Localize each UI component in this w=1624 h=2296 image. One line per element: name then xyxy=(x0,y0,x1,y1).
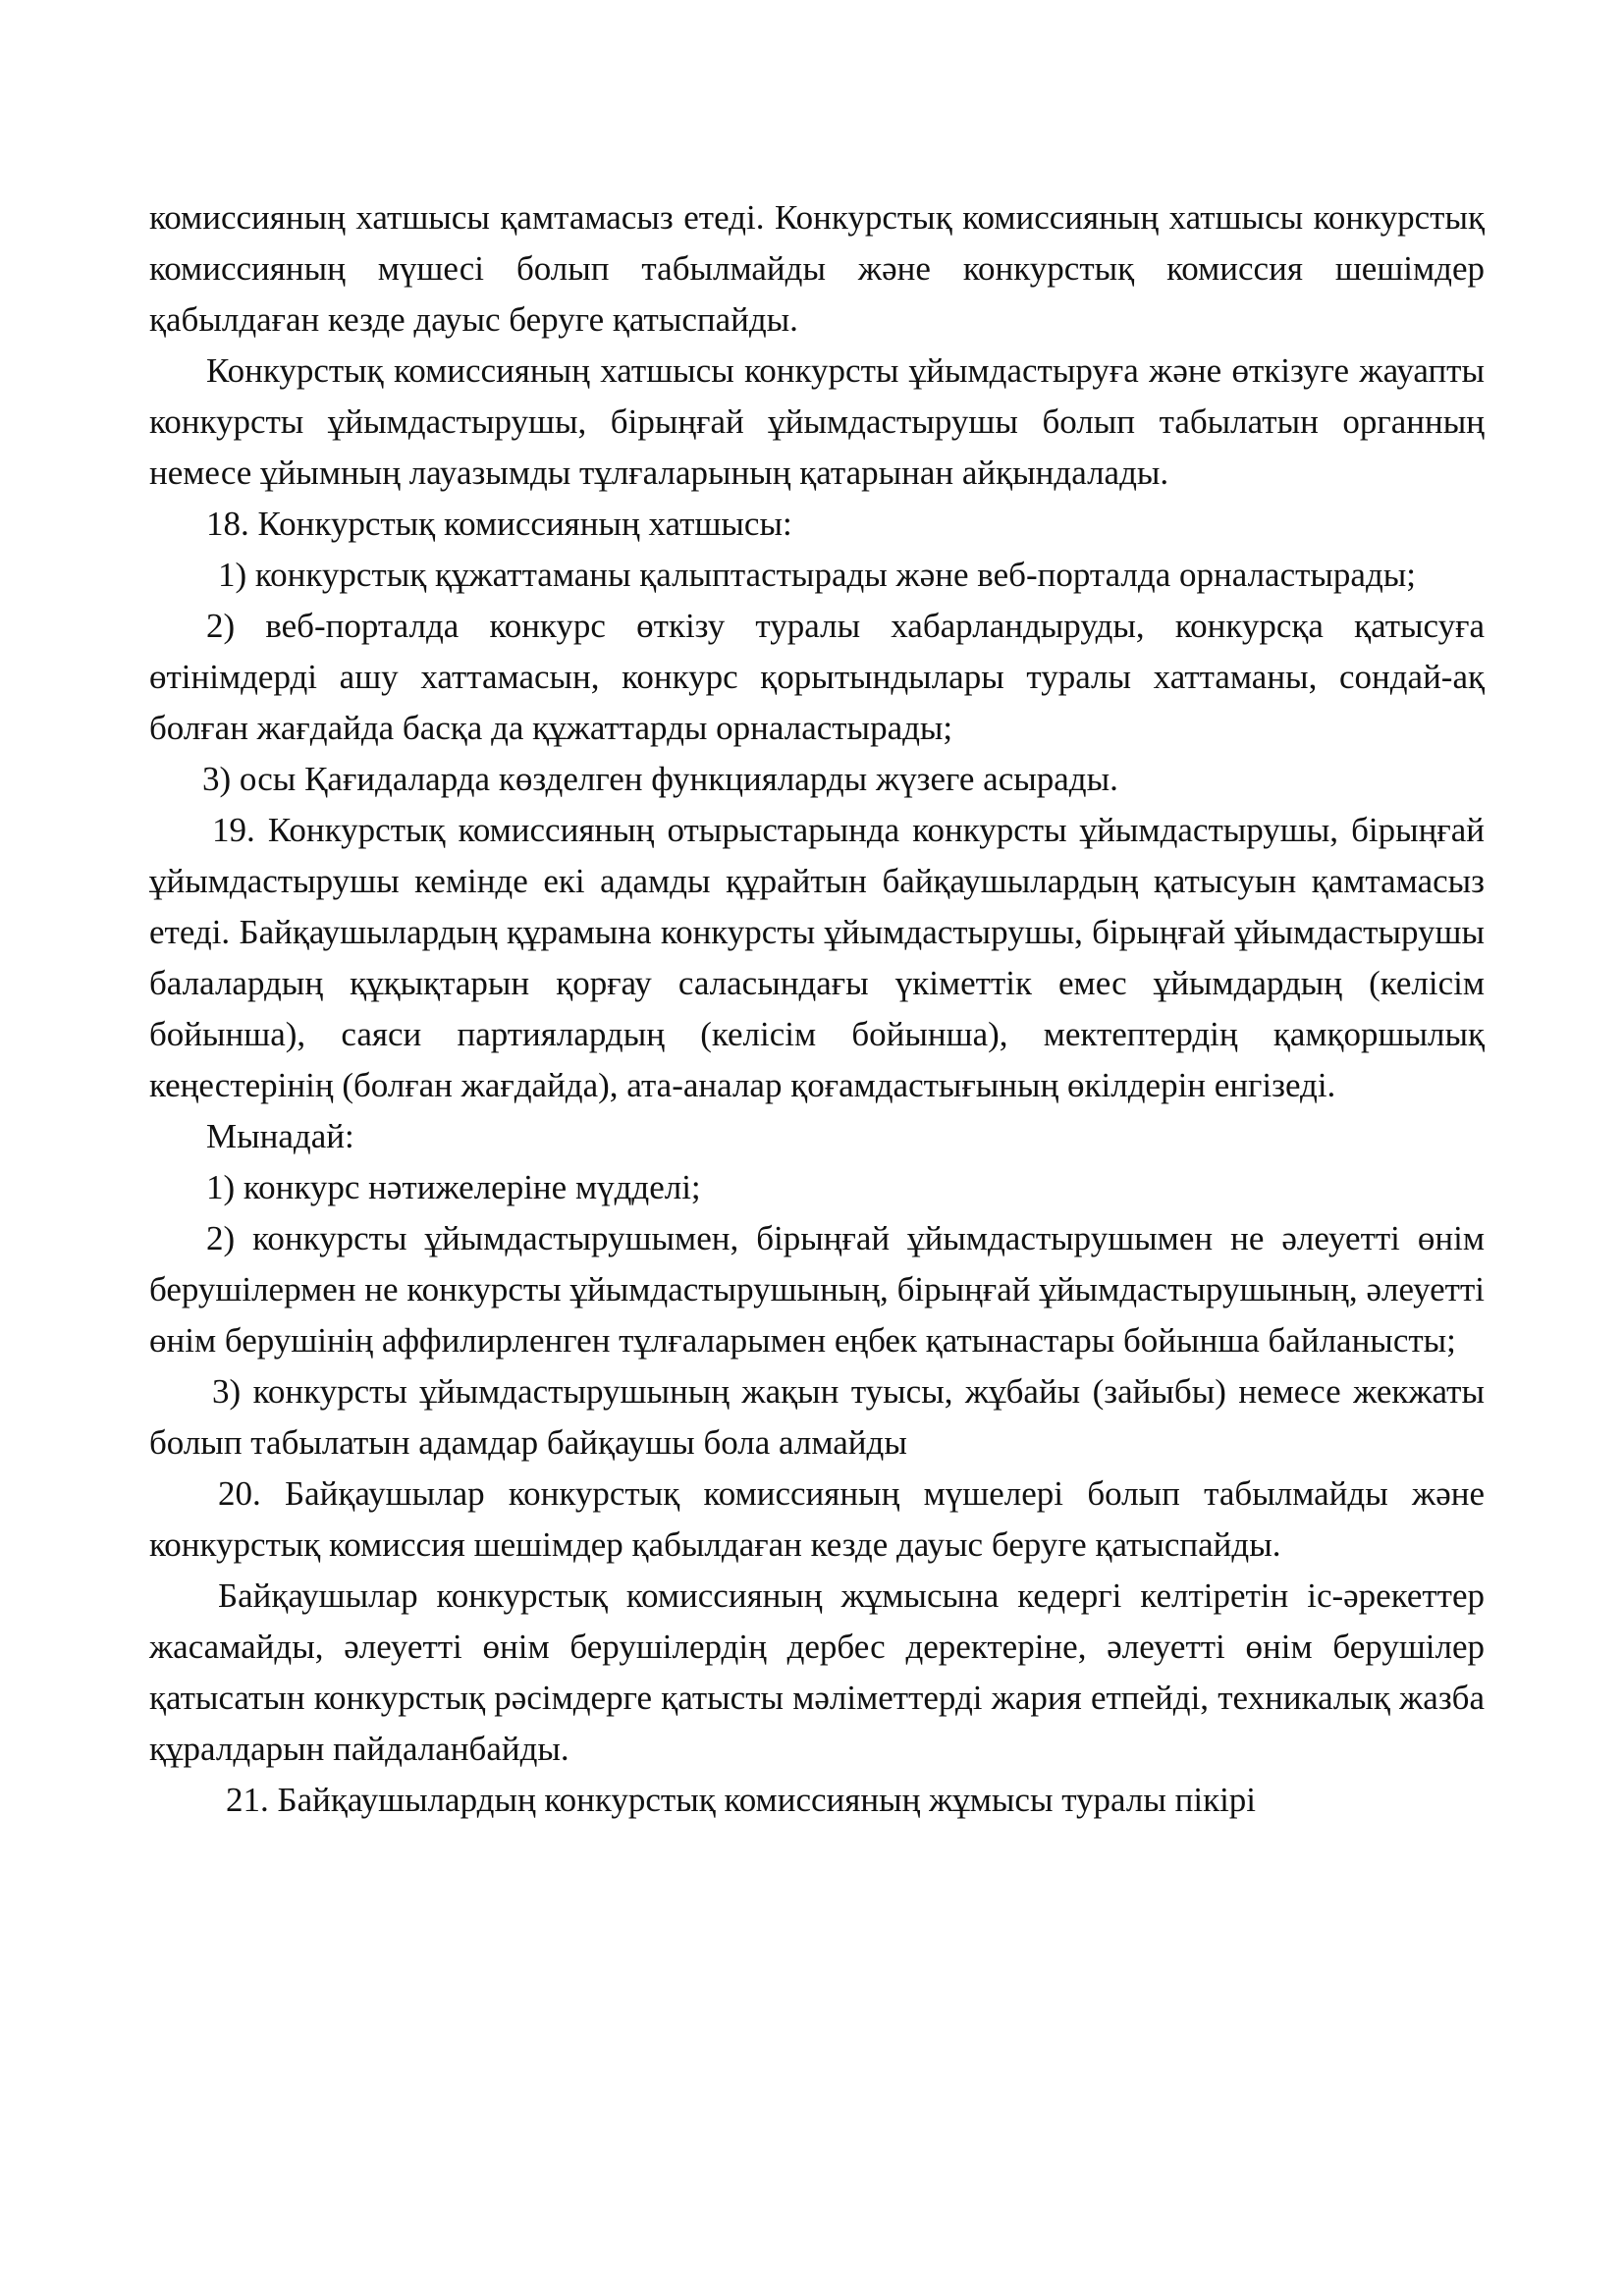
paragraph-item-18-3: 3) осы Қағидаларда көзделген функцияларды жүзеге асырады. xyxy=(202,760,1118,798)
document-page xyxy=(149,192,1485,1826)
paragraph-item-19-1: 1) конкурс нәтижелеріне мүдделі; xyxy=(206,1168,701,1206)
paragraph-item-18-2: 2) веб-порталда конкурс өткізу туралы хабарландыруды, конкурсқа қатысуға өтінімдерді ашу хаттамасын, конкурс қорытындылары туралы хаттаманы, сондай-ақ болған жағдайда басқа да құжаттарды орналастырады; xyxy=(149,607,1485,747)
paragraph-item-18-heading: 18. Конкурстық комиссияның хатшысы: xyxy=(206,505,792,543)
paragraph-secretary-continuation: комиссияның хатшысы қамтамасыз етеді. Конкурстық комиссияның хатшысы конкурстық комиссияның мүшесі болып табылмайды және конкурстық комиссия шешімдер қабылдаған кезде дауыс беруге қатыспайды. xyxy=(149,198,1485,339)
paragraph-such-persons: Мынадай: xyxy=(206,1117,354,1155)
paragraph-item-18-1: 1) конкурстық құжаттаманы қалыптастырады және веб-порталда орналастырады; xyxy=(218,556,1416,594)
paragraph-item-19: 19. Конкурстық комиссияның отырыстарында конкурсты ұйымдастырушы, бірыңғай ұйымдастырушы кемінде екі адамды құрайтын байқаушылардың қатысуын қамтамасыз етеді. Байқаушылардың құрамына конкурсты ұйымдастырушы, бірыңғай ұйымдастырушы балалардың құқықтарын қорғау саласындағы үкіметтік емес ұйымдардың (келісім бойынша), саяси партиялардың (келісім бойынша), мектептердің қамқоршылық кеңестерінің (болған жағдайда), ата-аналар қоғамдастығының өкілдерін енгізеді. xyxy=(149,811,1485,1104)
paragraph-item-20: 20. Байқаушылар конкурстық комиссияның мүшелері болып табылмайды және конкурстық комиссия шешімдер қабылдаған кезде дауыс беруге қатыспайды. xyxy=(149,1474,1485,1564)
paragraph-item-21: 21. Байқаушылардың конкурстық комиссияның жұмысы туралы пікірі xyxy=(226,1781,1257,1819)
paragraph-observer-restrictions: Байқаушылар конкурстық комиссияның жұмысына кедергі келтіретін іс-әрекеттер жасамайды, әлеуетті өнім берушілердің дербес деректеріне, әлеуетті өнім берушілер қатысатын конкурстық рәсімдерге қатысты мәліметтерді жария етпейді, техникалық жазба құралдарын пайдаланбайды. xyxy=(149,1576,1485,1768)
paragraph-item-19-2: 2) конкурсты ұйымдастырушымен, бірыңғай ұйымдастырушымен не әлеуетті өнім берушілермен не конкурсты ұйымдастырушының, бірыңғай ұйымдастырушының, әлеуетті өнім берушінің аффилирленген тұлғаларымен еңбек қатынастары бойынша байланысты; xyxy=(149,1219,1485,1360)
paragraph-item-19-3: 3) конкурсты ұйымдастырушының жақын туысы, жұбайы (зайыбы) немесе жекжаты болып табылатын адамдар байқаушы бола алмайды xyxy=(149,1372,1485,1462)
paragraph-secretary-appointment: Конкурстық комиссияның хатшысы конкурсты ұйымдастыруға және өткізуге жауапты конкурсты ұйымдастырушы, бірыңғай ұйымдастырушы болып табылатын органның немесе ұйымның лауазымды тұлғаларының қатарынан айқындалады. xyxy=(149,351,1485,492)
